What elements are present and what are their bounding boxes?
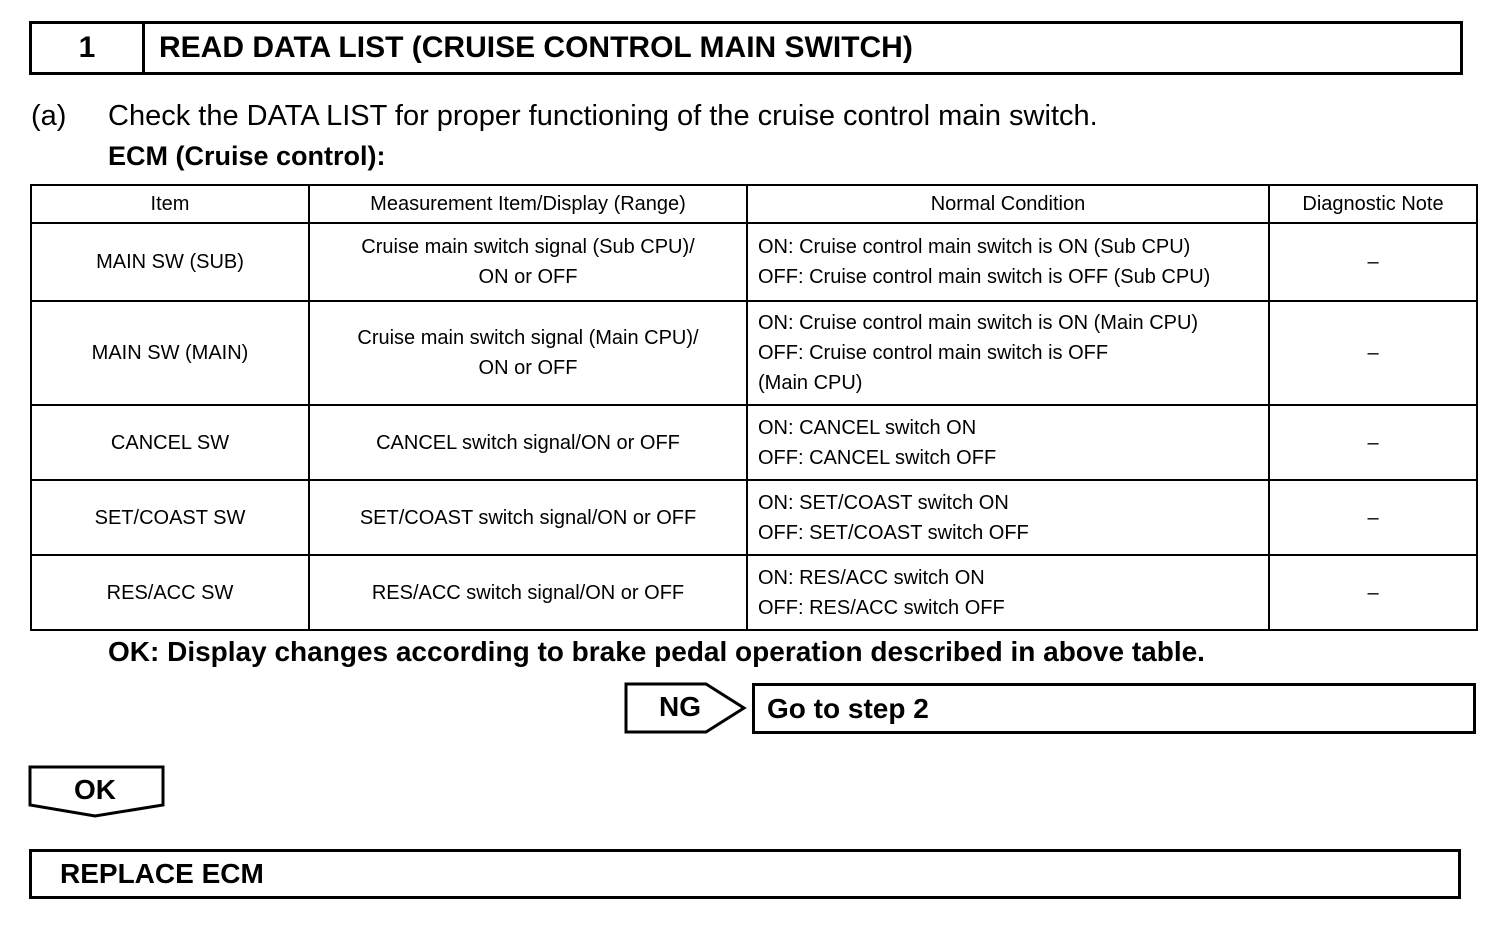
table-header-row bbox=[31, 185, 1477, 223]
table-row bbox=[31, 405, 1477, 480]
row-measurement bbox=[309, 555, 747, 630]
measurement-line: CANCEL switch signal/ON or OFF bbox=[376, 431, 680, 454]
row-condition bbox=[747, 301, 1269, 405]
ok-label: OK bbox=[74, 774, 116, 805]
row-note: – bbox=[1269, 405, 1477, 480]
row-condition bbox=[747, 555, 1269, 630]
condition-line: ON: Cruise control main switch is ON (Main CPU) bbox=[758, 312, 1199, 334]
final-action-box: REPLACE ECM bbox=[29, 849, 1461, 899]
row-condition bbox=[747, 405, 1269, 480]
condition-line: ON: SET/COAST switch ON bbox=[758, 491, 1009, 514]
header-measurement: Measurement Item/Display (Range) bbox=[309, 185, 747, 223]
condition-line: ON: CANCEL switch ON bbox=[758, 416, 977, 439]
row-condition bbox=[747, 480, 1269, 555]
condition-line: OFF: CANCEL switch OFF bbox=[758, 446, 997, 469]
step-title: READ DATA LIST (CRUISE CONTROL MAIN SWITCH) bbox=[159, 31, 913, 64]
data-list-table bbox=[30, 184, 1478, 631]
ng-label: NG bbox=[659, 691, 701, 722]
measurement-line: RES/ACC switch signal/ON or OFF bbox=[371, 581, 685, 604]
table-row bbox=[31, 555, 1477, 630]
row-item: SET/COAST SW bbox=[31, 480, 309, 555]
condition-line: OFF: Cruise control main switch is OFF bbox=[758, 342, 1109, 364]
row-note: – bbox=[1269, 301, 1477, 405]
row-note: – bbox=[1269, 480, 1477, 555]
condition-line: (Main CPU) bbox=[758, 372, 863, 394]
row-measurement bbox=[309, 480, 747, 555]
row-item: RES/ACC SW bbox=[31, 555, 309, 630]
condition-line: OFF: SET/COAST switch OFF bbox=[758, 521, 1029, 544]
row-measurement bbox=[309, 405, 747, 480]
measurement-line: SET/COAST switch signal/ON or OFF bbox=[359, 506, 697, 529]
measurement-line: Cruise main switch signal (Sub CPU)/ bbox=[361, 236, 695, 258]
step-number: 1 bbox=[32, 24, 145, 72]
row-note: – bbox=[1269, 555, 1477, 630]
instruction-label: (a) bbox=[31, 100, 67, 132]
measurement-line: Cruise main switch signal (Main CPU)/ bbox=[357, 327, 699, 349]
row-item: MAIN SW (SUB) bbox=[31, 223, 309, 301]
row-item: CANCEL SW bbox=[31, 405, 309, 480]
condition-line: ON: RES/ACC switch ON bbox=[758, 566, 985, 589]
row-measurement bbox=[309, 223, 747, 301]
header-item: Item bbox=[31, 185, 309, 223]
table-row bbox=[31, 301, 1477, 405]
step-header bbox=[29, 21, 1463, 75]
header-diagnostic-note: Diagnostic Note bbox=[1269, 185, 1477, 223]
ecm-subheading: ECM (Cruise control): bbox=[108, 141, 386, 171]
condition-line: OFF: RES/ACC switch OFF bbox=[758, 596, 1005, 619]
row-measurement bbox=[309, 301, 747, 405]
row-item: MAIN SW (MAIN) bbox=[31, 301, 309, 405]
condition-line: ON: Cruise control main switch is ON (Sub CPU) bbox=[758, 236, 1191, 258]
measurement-line: ON or OFF bbox=[478, 266, 578, 288]
table-row bbox=[31, 223, 1477, 301]
goto-step-box: Go to step 2 bbox=[752, 683, 1476, 734]
condition-line: OFF: Cruise control main switch is OFF (Sub CPU) bbox=[758, 266, 1211, 288]
ok-condition-text: OK: Display changes according to brake pedal operation described in above table. bbox=[108, 636, 1205, 667]
measurement-line: ON or OFF bbox=[478, 357, 578, 379]
row-condition bbox=[747, 223, 1269, 301]
instruction-text: Check the DATA LIST for proper functioning of the cruise control main switch. bbox=[108, 100, 1098, 132]
table-row bbox=[31, 480, 1477, 555]
row-note: – bbox=[1269, 223, 1477, 301]
header-normal-condition: Normal Condition bbox=[747, 185, 1269, 223]
